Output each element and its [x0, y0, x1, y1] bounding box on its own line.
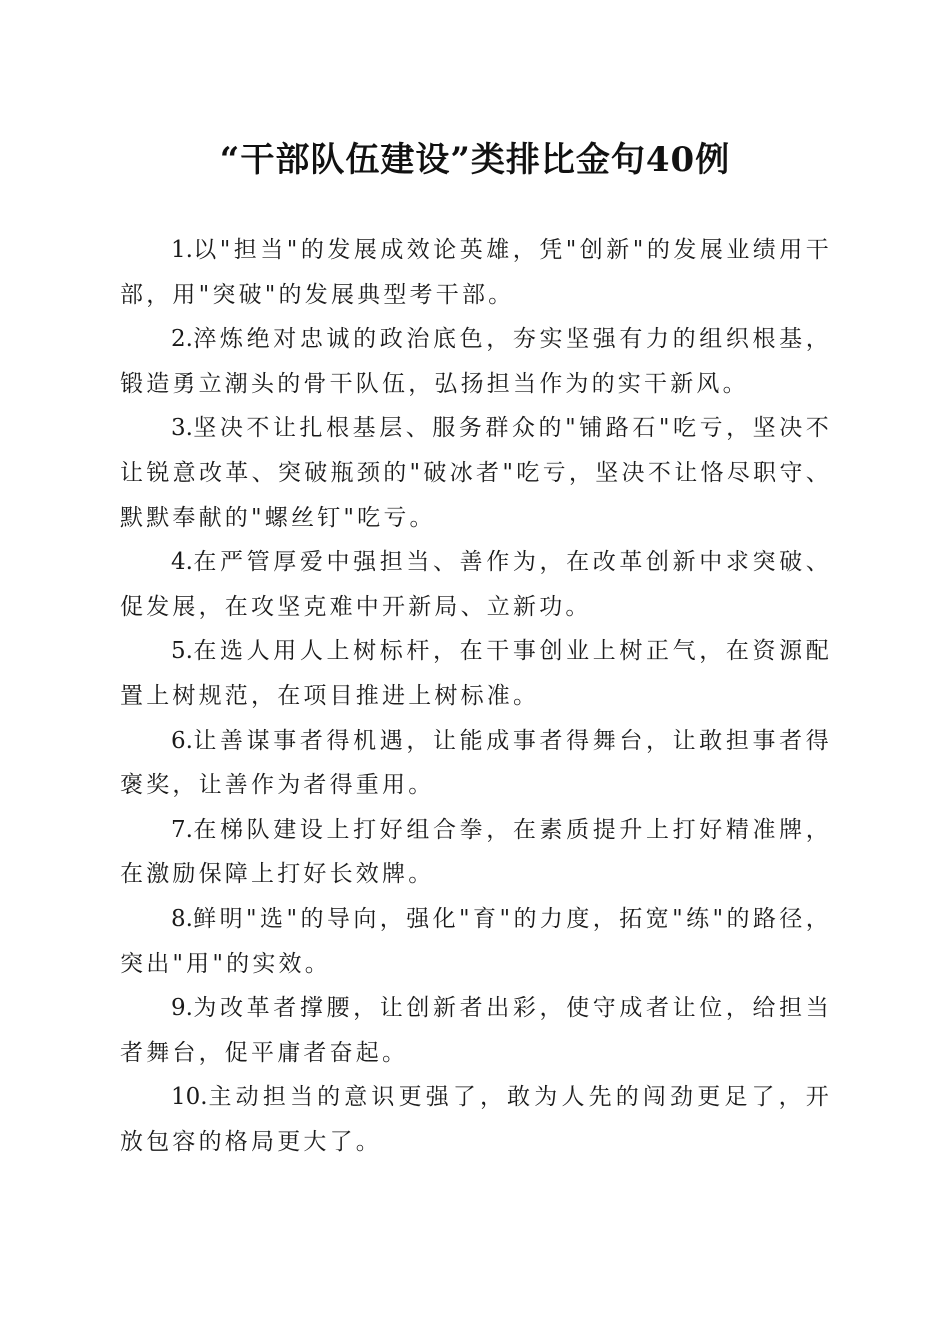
- item-text: 淬炼绝对忠诚的政治底色，夯实坚强有力的组织根基，锻造勇立潮头的骨干队伍，弘扬担当作为的实干新风。: [120, 326, 832, 397]
- item-number: 10.: [171, 1084, 208, 1111]
- list-item: [120, 629, 832, 718]
- item-text: 让善谋事者得机遇，让能成事者得舞台，让敢担事者得褒奖，让善作为者得重用。: [120, 727, 832, 799]
- list-item: [120, 540, 832, 629]
- list-item: [120, 986, 832, 1075]
- document-title: “干部队伍建设”类排比金句40例: [219, 140, 731, 180]
- item-text: 鲜明"选"的导向，强化"育"的力度，拓宽"练"的路径，突出"用"的实效。: [120, 905, 832, 977]
- item-number: 7.: [171, 816, 193, 843]
- item-number: 3.: [171, 415, 193, 442]
- item-text: 主动担当的意识更强了，敢为人先的闯劲更足了，开放包容的格局更大了。: [120, 1084, 832, 1155]
- list-item: [120, 317, 832, 406]
- item-number: 8.: [171, 905, 193, 932]
- list-item: [120, 719, 832, 808]
- item-text: 为改革者撑腰，让创新者出彩，使守成者让位，给担当者舞台，促平庸者奋起。: [120, 995, 832, 1066]
- list-item: [120, 228, 832, 317]
- item-text: 在严管厚爱中强担当、善作为，在改革创新中求突破、促发展，在攻坚克难中开新局、立新功。: [120, 549, 832, 620]
- list-item: [120, 406, 832, 540]
- item-number: 2.: [171, 326, 193, 353]
- item-text: 在梯队建设上打好组合拳，在素质提升上打好精准牌，在激励保障上打好长效牌。: [120, 816, 832, 888]
- list-item: [120, 808, 832, 897]
- document-body: [120, 228, 832, 1164]
- item-number: 9.: [171, 995, 193, 1022]
- item-text: 坚决不让扎根基层、服务群众的"铺路石"吃亏，坚决不让锐意改革、突破瓶颈的"破冰者"吃亏，坚决不让恪尽职守、默默奉献的"螺丝钉"吃亏。: [120, 415, 832, 531]
- item-text: 以"担当"的发展成效论英雄，凭"创新"的发展业绩用干部，用"突破"的发展典型考干部。: [120, 237, 832, 308]
- item-text: 在选人用人上树标杆，在干事创业上树正气，在资源配置上树规范，在项目推进上树标准。: [120, 638, 832, 709]
- item-number: 6.: [171, 727, 193, 754]
- list-item: [120, 897, 832, 986]
- list-item: [120, 1075, 832, 1164]
- item-number: 4.: [171, 549, 193, 576]
- item-number: 1.: [171, 237, 193, 263]
- item-number: 5.: [171, 638, 193, 665]
